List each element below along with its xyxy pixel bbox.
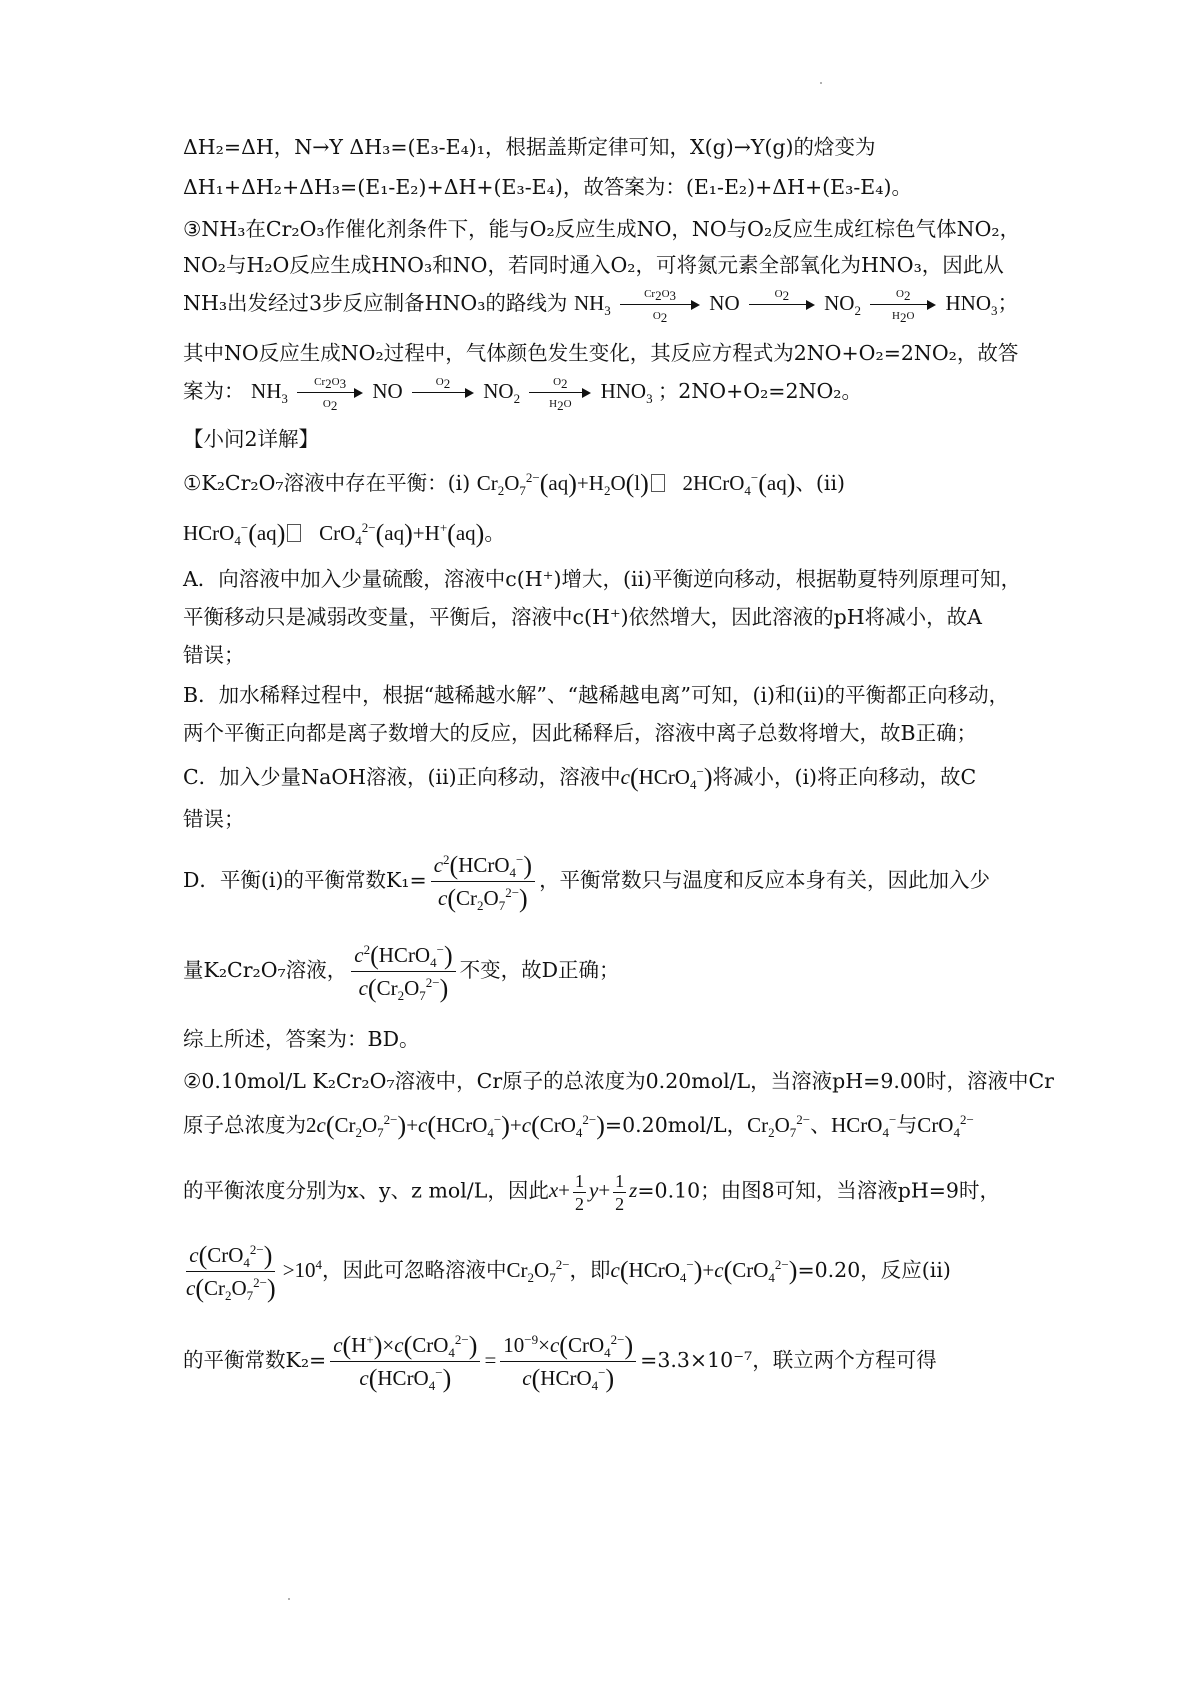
option-c-line-1	[183, 762, 976, 792]
option-d-line2-suffix: 不变，故D正确；	[459, 958, 620, 982]
text-line-10	[183, 518, 505, 548]
ratio-fraction: $\frac{c^2(HCrO_4^-)}{c(Cr_2O_7^{2-})}$	[351, 942, 455, 1001]
k2-fraction-2: $\frac{10^{-9}\times c(CrO_4^{2-})}{c(HCrO_4^-)}$	[500, 1332, 636, 1391]
part2-line3-prefix: 的平衡浓度分别为x、y、z mol/L，因此	[183, 1178, 549, 1203]
k2-fraction-1: $\frac{c(H^+)\times c(CrO_4^{2-})}{c(HCrO_4^-)}$	[330, 1332, 480, 1391]
text-line-2: ΔH₁+ΔH₂+ΔH₃=(E₁-E₂)+ΔH+(E₃-E₄)，故答案为：(E₁-E₂)+ΔH+(E₃-E₄)。	[183, 175, 912, 199]
part2-line-3	[183, 1170, 1000, 1215]
section-heading: 【小问2详解】	[183, 427, 320, 451]
part2-line3-suffix: =0.10；由图8可知，当溶液pH=9时，	[637, 1178, 1000, 1203]
part2-line4-suffix: =0.20，反应(ii)	[797, 1258, 951, 1282]
option-d-suffix: ，平衡常数只与温度和反应本身有关，因此加入少	[539, 868, 991, 892]
option-c-prefix: C．加入少量NaOH溶液，(ii)正向移动，溶液中	[183, 765, 621, 789]
species-list: $Cr_2O_7^{2-}$、HCrO$_4$−与CrO$_4^{2-}$	[747, 1112, 974, 1141]
answer-suffix: ；2NO+O₂=2NO₂。	[657, 379, 862, 403]
route-equation-1: $NH_3$ $Cr_2O_3$ $O_2$ NO $O_2$ $NO_2$ $O_2$ $H_2O$ $HNO_3$；	[573, 288, 1019, 326]
arrow-cr2o3-o2: $Cr_2O_3$ $O_2$	[297, 376, 363, 410]
missing-glyph-box	[287, 524, 301, 542]
arrow-o2-h2o: $O_2$ $H_2O$	[529, 376, 591, 410]
option-a-line-2: 平衡移动只是减弱改变量，平衡后，溶液中c(H⁺)依然增大，因此溶液的pH将减小，故A	[183, 605, 982, 629]
option-d-line2-prefix: 量K₂Cr₂O₇溶液，	[183, 958, 348, 982]
cro4-cr2o7-ratio: $\frac{c(CrO_4^{2-})}{c(Cr_2O_7^{2-})}$	[186, 1241, 276, 1304]
arrow-cr2o3-o2: $Cr_2O_3$ $O_2$	[620, 288, 700, 322]
scan-speck	[288, 1598, 290, 1600]
scan-speck	[820, 82, 822, 84]
text-line-5	[183, 288, 1019, 326]
text-line-1: ΔH₂=ΔH，N→Y ΔH₃=(E₃-E₄)₁，根据盖斯定律可知，X(g)→Y(g)的焓变为	[183, 135, 876, 159]
option-b-line-2: 两个平衡正向都是离子数增大的反应，因此稀释后，溶液中离子总数将增大，故B正确；	[183, 721, 978, 745]
gt-10-4: $>10^4$	[282, 1257, 323, 1282]
route-equation-2: $NH_3$ $Cr_2O_3$ $O_2$ NO $O_2$ $NO_2$ $O_2$ $H_2O$ $HNO_3$	[251, 376, 653, 414]
option-b-line-1: B．加水稀释过程中，根据“越稀越水解”、“越稀越电离”可知，(i)和(ii)的平衡都正向移动，	[183, 683, 1010, 707]
part2-line-5	[183, 1331, 937, 1394]
text-line-3: ③NH₃在Cr₂O₃作催化剂条件下，能与O₂反应生成NO，NO与O₂反应生成红棕色气体NO₂，	[183, 217, 1021, 241]
conc-hcro4: c(HCrO$_4$−)	[620, 763, 713, 793]
option-d-line-1	[183, 851, 991, 914]
part2-line2-prefix: 原子总浓度为	[183, 1113, 306, 1137]
equilibrium-ii: HCrO$_4$−(aq) CrO$_4^{2-}$(aq)+H+(aq)。	[183, 519, 506, 549]
option-d-prefix: D．平衡(i)的平衡常数K₁=	[183, 868, 427, 892]
text-line-9	[183, 468, 845, 498]
text-line-7	[183, 376, 862, 414]
part2-line4-mid: ，因此可忽略溶液中	[322, 1258, 507, 1282]
option-a-line-1: A．向溶液中加入少量硫酸，溶液中c(H⁺)增大，(ii)平衡逆向移动，根据勒夏特列原理可知，	[183, 567, 1022, 591]
part2-line-1: ②0.10mol/L K₂Cr₂O₇溶液中，Cr原子的总浓度为0.20mol/L，当溶液pH=9.00时，溶液中Cr	[183, 1069, 1054, 1093]
sum-expr: c(HCrO$_4$−)+c(CrO$_4^{2-}$)	[610, 1256, 798, 1286]
cr2o7-species: $Cr_2O_7^{2-}$	[506, 1257, 570, 1286]
equals-sign: =	[484, 1348, 497, 1372]
missing-glyph-box	[651, 474, 665, 492]
equilibrium-ii-label: 、(ii)	[795, 471, 846, 495]
part2-line2-mid: =0.20mol/L，	[604, 1113, 748, 1137]
total-conc-expr: $2c(Cr_2O_7^{2-})+c(HCrO_4^-)+c(CrO_4^{2-})$	[306, 1111, 605, 1141]
option-a-line-3: 错误；	[183, 643, 245, 667]
option-d-line-2	[183, 941, 620, 1004]
part2-line5-prefix: 的平衡常数K₂=	[183, 1348, 327, 1372]
arrow-o2-h2o: $O_2$ $H_2O$	[870, 288, 936, 322]
option-c-line-2: 错误；	[183, 807, 245, 831]
part2-line5-suffix: =3.3×10⁻⁷，联立两个方程可得	[640, 1348, 937, 1372]
arrow-o2: $O_2$	[749, 288, 815, 322]
part2-line4-mid2: ，即	[569, 1258, 611, 1282]
part2-line-2	[183, 1110, 974, 1140]
k1-fraction: $\frac{c^2(HCrO_4^-)}{c(Cr_2O_7^{2-})}$	[431, 852, 535, 911]
text-line-6: 其中NO反应生成NO₂过程中，气体颜色发生变化，其反应方程式为2NO+O₂=2NO₂，故答	[183, 341, 1019, 365]
text-line-4: NO₂与H₂O反应生成HNO₃和NO，若同时通入O₂，可将氮元素全部氧化为HNO₃，因此从	[183, 253, 1004, 277]
equilibrium-i: $Cr_2O_7^{2-}(aq)+H_2O(l)$ 2HCrO$_4$−(aq)	[476, 469, 796, 499]
part2-line-4	[183, 1241, 951, 1304]
route-intro: NH₃出发经过3步反应制备HNO₃的路线为	[183, 291, 568, 315]
option-c-suffix: 将减小，(i)将正向移动，故C	[712, 765, 977, 789]
arrow-o2: $O_2$	[412, 376, 474, 410]
summary-line: 综上所述，答案为：BD。	[183, 1027, 420, 1051]
answer-prefix: 案为：	[183, 379, 245, 403]
equilibrium-intro: ①K₂Cr₂O₇溶液中存在平衡：(i)	[183, 471, 471, 495]
xyz-expr: x+ $\frac{1}{2}$ y+ $\frac{1}{2}$ z	[548, 1171, 638, 1214]
